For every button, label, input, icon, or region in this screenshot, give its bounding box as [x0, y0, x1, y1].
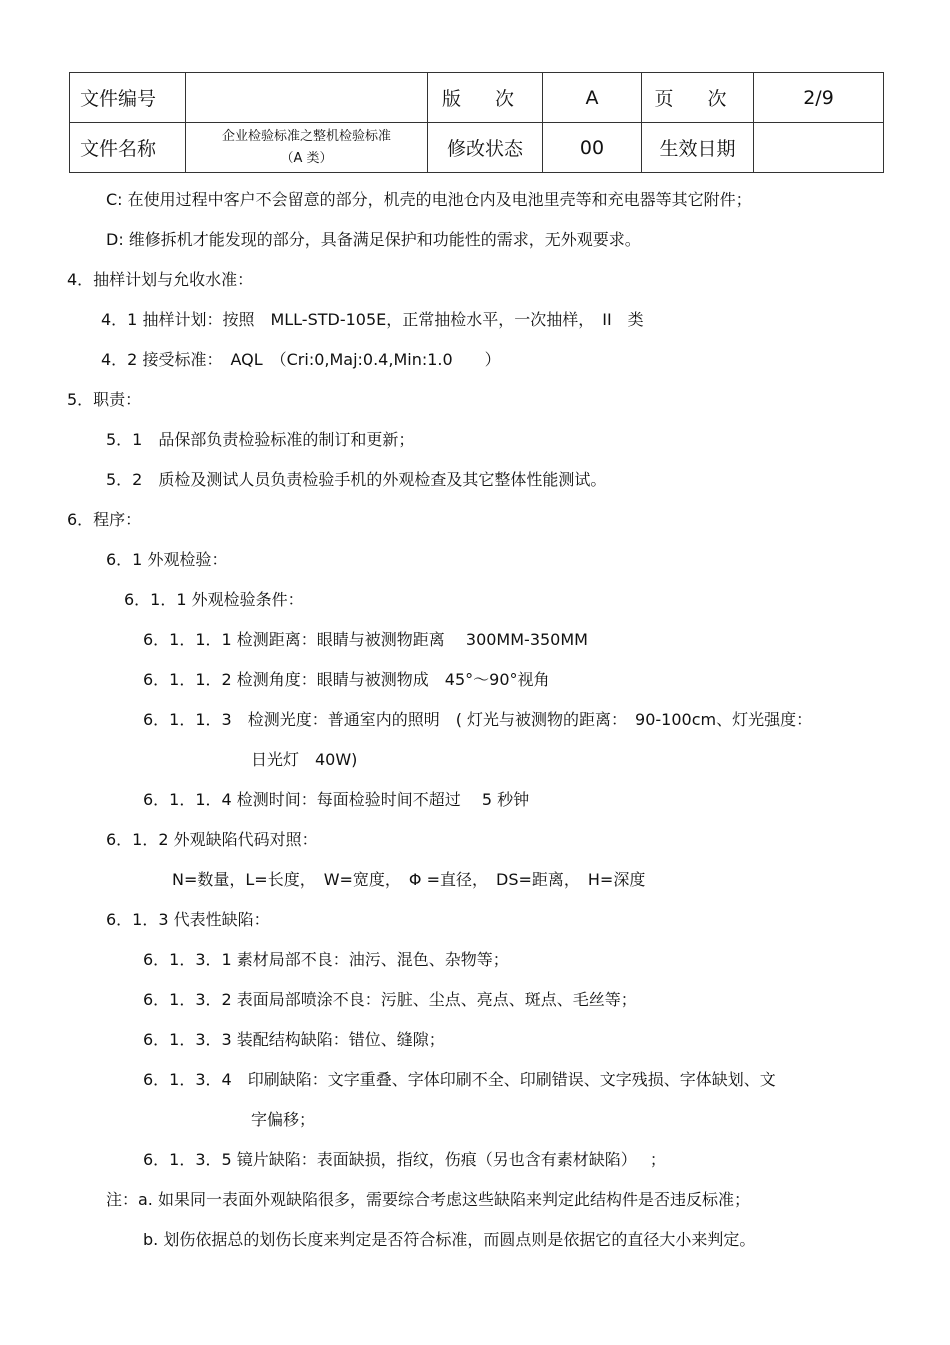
section-6-1-3-1: 6．1．3．1 素材局部不良：油污、混色、杂物等；: [143, 950, 509, 969]
doc-name-value: [186, 123, 428, 173]
section-6-1-1-3-cont: 日光灯 40W): [251, 750, 358, 769]
section-6-1-1: 6．1．1 外观检验条件：: [124, 590, 304, 609]
page-value: 2/9: [754, 73, 884, 123]
effective-date-value: [754, 123, 884, 173]
body-line-d: D: 维修拆机才能发现的部分，具备满足保护和功能性的需求，无外观要求。: [106, 230, 641, 249]
body-line-c: C: 在使用过程中客户不会留意的部分，机壳的电池仓内及电池里壳等和充电器等其它附件；: [106, 190, 752, 209]
section-6-1-2: 6．1．2 外观缺陷代码对照：: [106, 830, 318, 849]
section-5-2: 5．2 质检及测试人员负责检验手机的外观检查及其它整体性能测试。: [106, 470, 607, 489]
version-label: 版 次: [428, 73, 543, 123]
section-6-1-1-3: 6．1．1．3 检测光度：普通室内的照明 ( 灯光与被测物的距离： 90-100cm、灯光强度：: [143, 710, 813, 729]
section-4-1: 4．1 抽样计划：按照 MLL-STD-105E，正常抽检水平，一次抽样， II 类: [101, 310, 644, 329]
section-6-1-3-5: 6．1．3．5 镜片缺陷：表面缺损，指纹，伤痕（另也含有素材缺陷） ；: [143, 1150, 666, 1169]
page-label: 页 次: [642, 73, 754, 123]
revision-label: 修改状态: [428, 123, 543, 173]
section-6-1-3-4-cont: 字偏移；: [251, 1110, 316, 1129]
section-6-1-1-2: 6．1．1．2 检测角度：眼睛与被测物成 45°～90°视角: [143, 670, 550, 689]
doc-name-line-1: 企业检验标准之整机检验标准: [221, 128, 391, 144]
section-6-1-3: 6．1．3 代表性缺陷：: [106, 910, 270, 929]
section-4-2: 4．2 接受标准： AQL （Cri:0,Maj:0.4,Min:1.0 ）: [101, 350, 501, 369]
section-6-1-1-1: 6．1．1．1 检测距离：眼睛与被测物距离 300MM-350MM: [143, 630, 588, 649]
section-6-1-3-3: 6．1．3．3 装配结构缺陷：错位、缝隙；: [143, 1030, 445, 1049]
section-5-1: 5．1 品保部负责检验标准的制订和更新；: [106, 430, 415, 449]
section-4-heading: 4．抽样计划与允收水准：: [67, 270, 254, 289]
section-5-heading: 5．职责：: [67, 390, 142, 409]
doc-number-value: [186, 73, 428, 123]
effective-date-label: 生效日期: [642, 123, 754, 173]
section-6-1: 6．1 外观检验：: [106, 550, 228, 569]
version-value: A: [543, 73, 642, 123]
doc-number-label: 文件编号: [70, 73, 186, 123]
section-6-1-1-4: 6．1．1．4 检测时间：每面检验时间不超过 5 秒钟: [143, 790, 530, 809]
note-a: 注：a. 如果同一表面外观缺陷很多，需要综合考虑这些缺陷来判定此结构件是否违反标准；: [106, 1190, 750, 1209]
defect-code-legend: N=数量，L=长度， W=宽度， Φ =直径， DS=距离， H=深度: [172, 870, 646, 889]
section-6-heading: 6．程序：: [67, 510, 142, 529]
section-6-1-3-4: 6．1．3．4 印刷缺陷：文字重叠、字体印刷不全、印刷错误、文字残损、字体缺划、文: [143, 1070, 776, 1089]
header-row-1: [70, 73, 884, 123]
document-header-table: [69, 72, 884, 173]
doc-name-label: 文件名称: [70, 123, 186, 173]
header-row-2: [70, 123, 884, 173]
section-6-1-3-2: 6．1．3．2 表面局部喷涂不良：污脏、尘点、亮点、斑点、毛丝等；: [143, 990, 637, 1009]
doc-name-line-2: （A 类）: [280, 150, 333, 166]
note-b: b. 划伤依据总的划伤长度来判定是否符合标准，而圆点则是依据它的直径大小来判定。: [143, 1230, 756, 1249]
revision-value: 00: [543, 123, 642, 173]
